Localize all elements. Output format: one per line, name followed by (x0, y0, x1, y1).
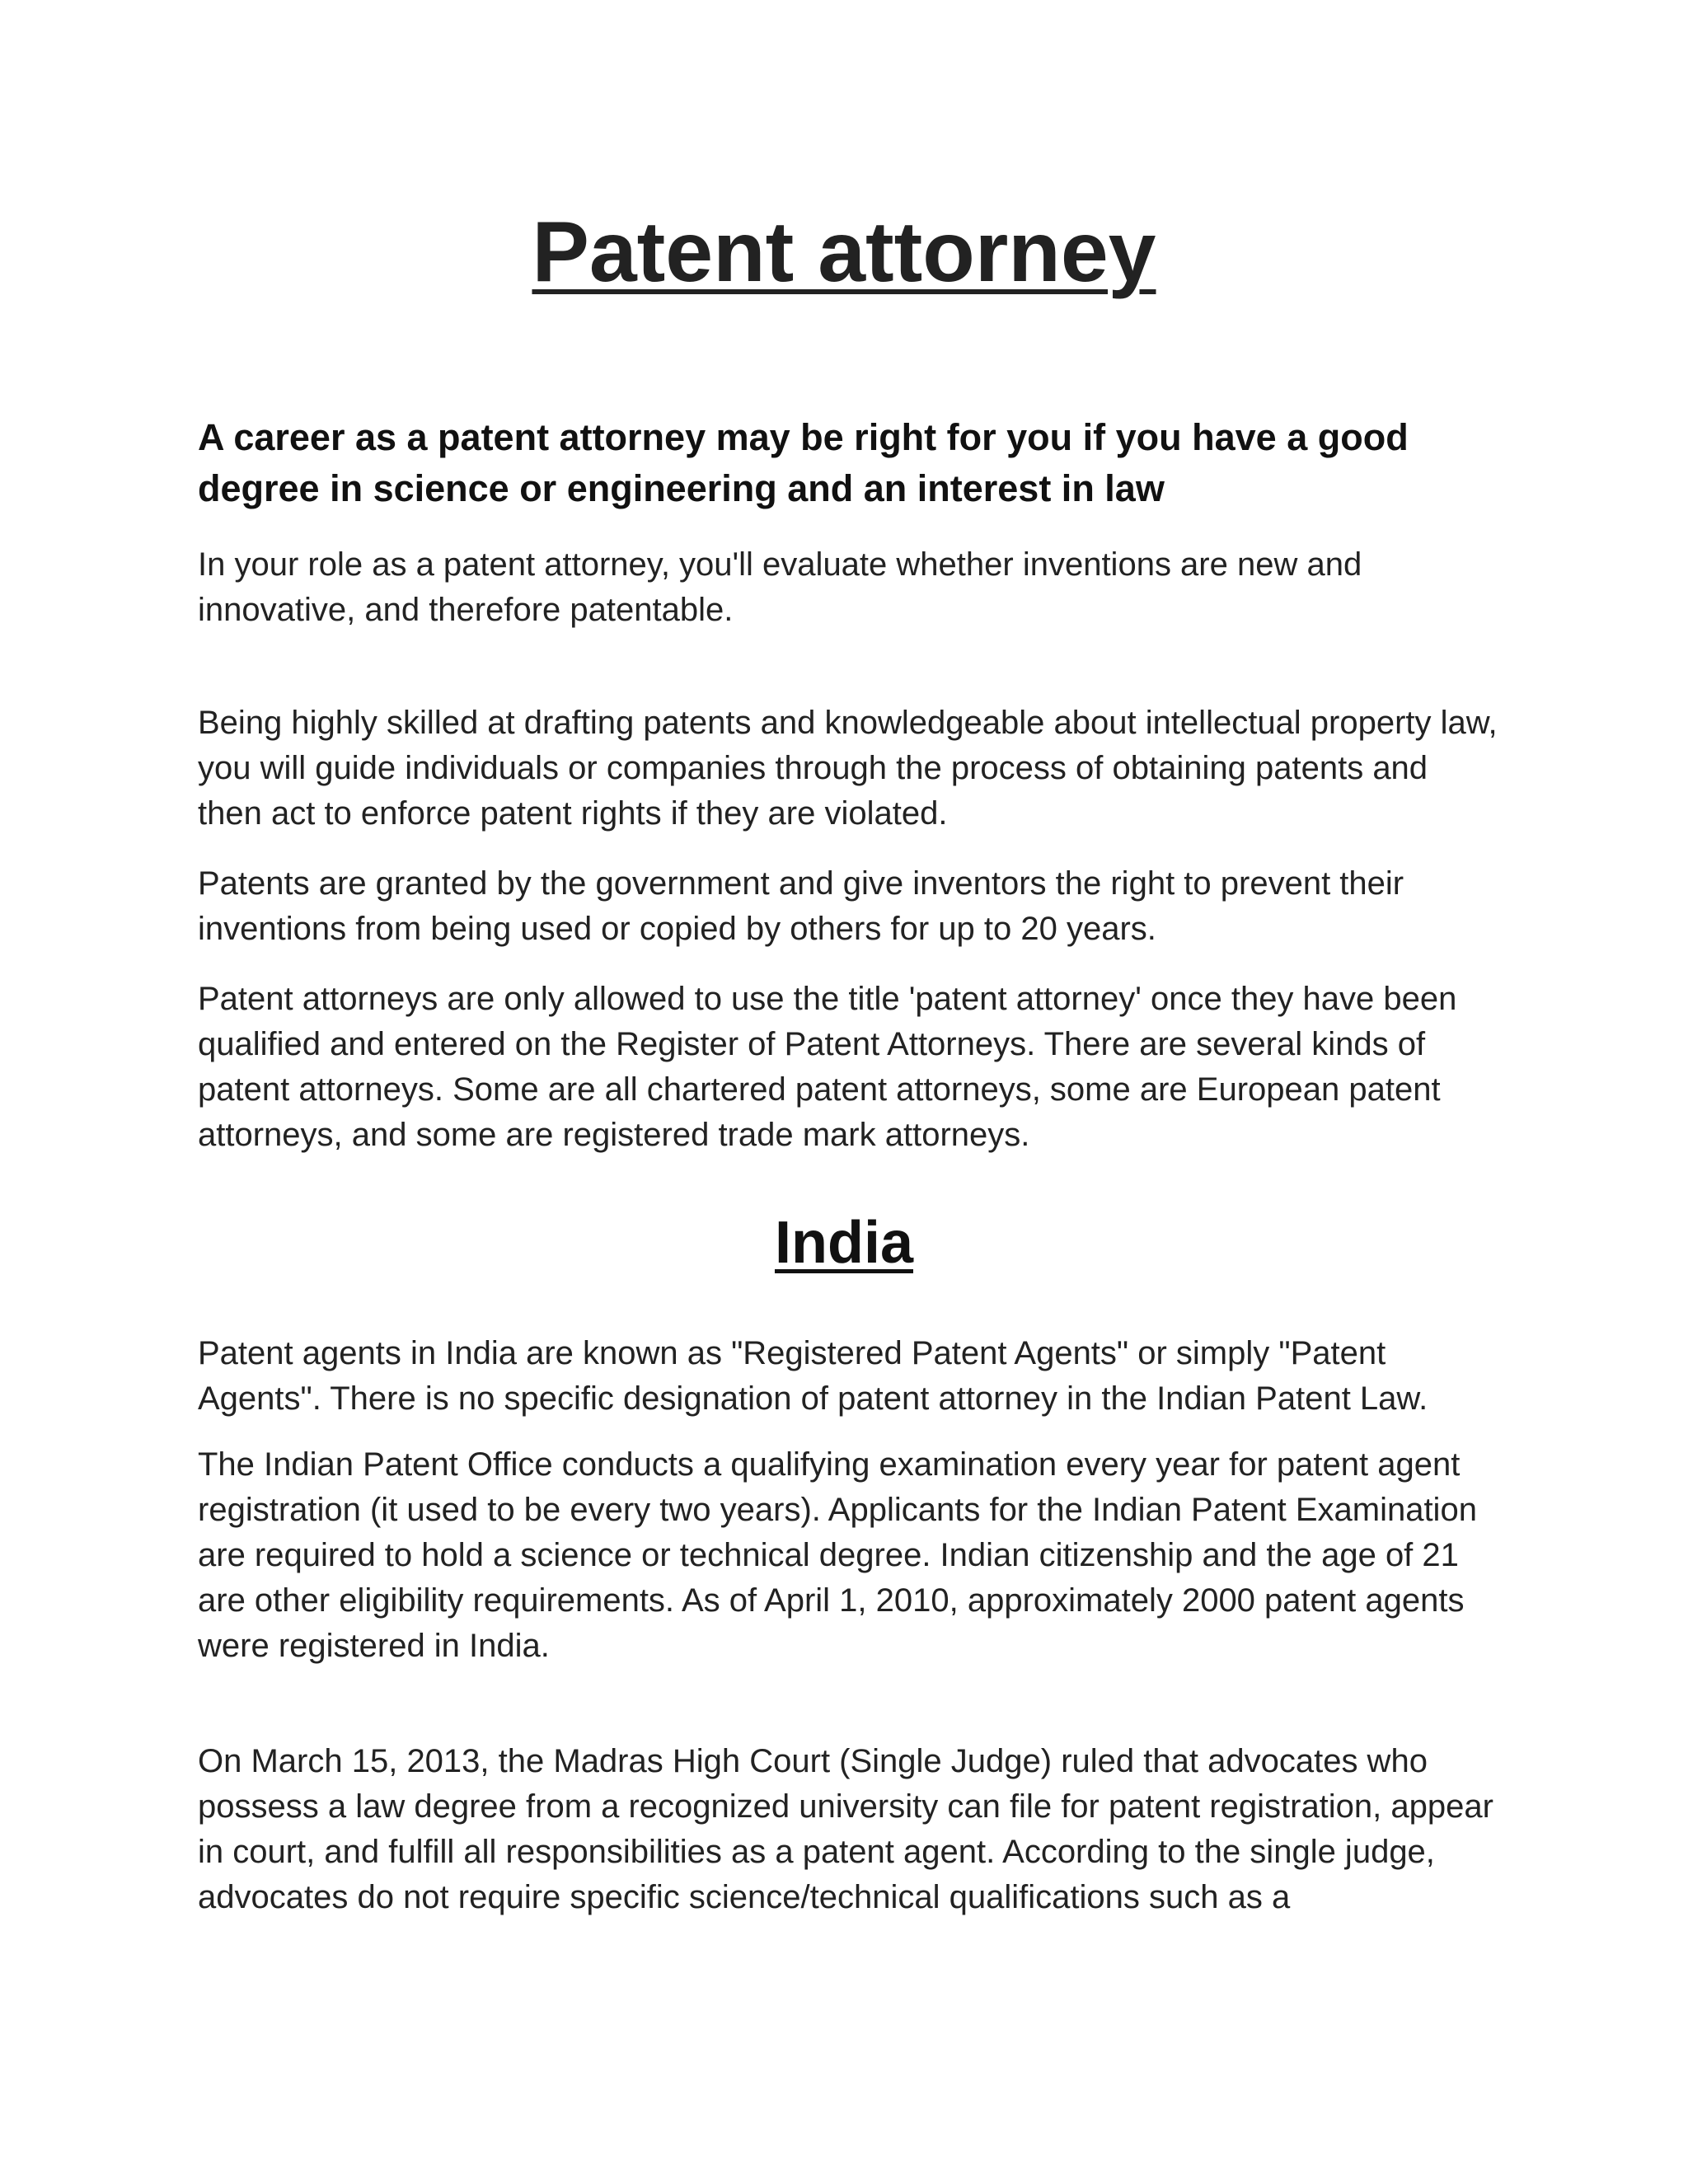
body-paragraph: Patents are granted by the government and give inventors the right to prevent their inventions from being used or copied by others for up to 20 years. (198, 865, 1404, 947)
body-paragraph: Being highly skilled at drafting patents and knowledgeable about intellectual property law, you will guide individuals or companies through the process of obtaining patents and then act to enforce patent rights if they are violated. (198, 705, 1498, 832)
lede-paragraph: A career as a patent attorney may be right for you if you have a good degree in science or engineering and an interest in law (198, 416, 1409, 509)
section-heading-india: India (774, 1210, 913, 1276)
section-paragraph: Patent agents in India are known as "Registered Patent Agents" or simply "Patent Agents". There is no specific designation of patent attorney in the Indian Patent Law. (198, 1335, 1428, 1417)
body-paragraph: In your role as a patent attorney, you'll evaluate whether inventions are new and innovative, and therefore patentable. (198, 546, 1362, 628)
section-paragraph: On March 15, 2013, the Madras High Court (Single Judge) ruled that advocates who possess a law degree from a recognized university can file for patent registration, appear in court, and fulfill all responsibilities as a patent agent. According to the single judge, advocates do not require specific science/technical qualifications such as a (198, 1743, 1493, 1915)
body-paragraph: Patent attorneys are only allowed to use the title 'patent attorney' once they have been qualified and entered on the Register of Patent Attorneys. There are several kinds of patent attorneys. Some are all chartered patent attorneys, some are European patent attorneys, and some are registered trade mark attorneys. (198, 981, 1457, 1153)
section-paragraph: The Indian Patent Office conducts a qualifying examination every year for patent agent registration (it used to be every two years). Applicants for the Indian Patent Examination are required to hold a science or technical degree. Indian citizenship and the age of 21 are other eligibility requirements. As of April 1, 2010, approximately 2000 patent agents were registered in India. (198, 1446, 1477, 1664)
page-title: Patent attorney (532, 204, 1156, 300)
